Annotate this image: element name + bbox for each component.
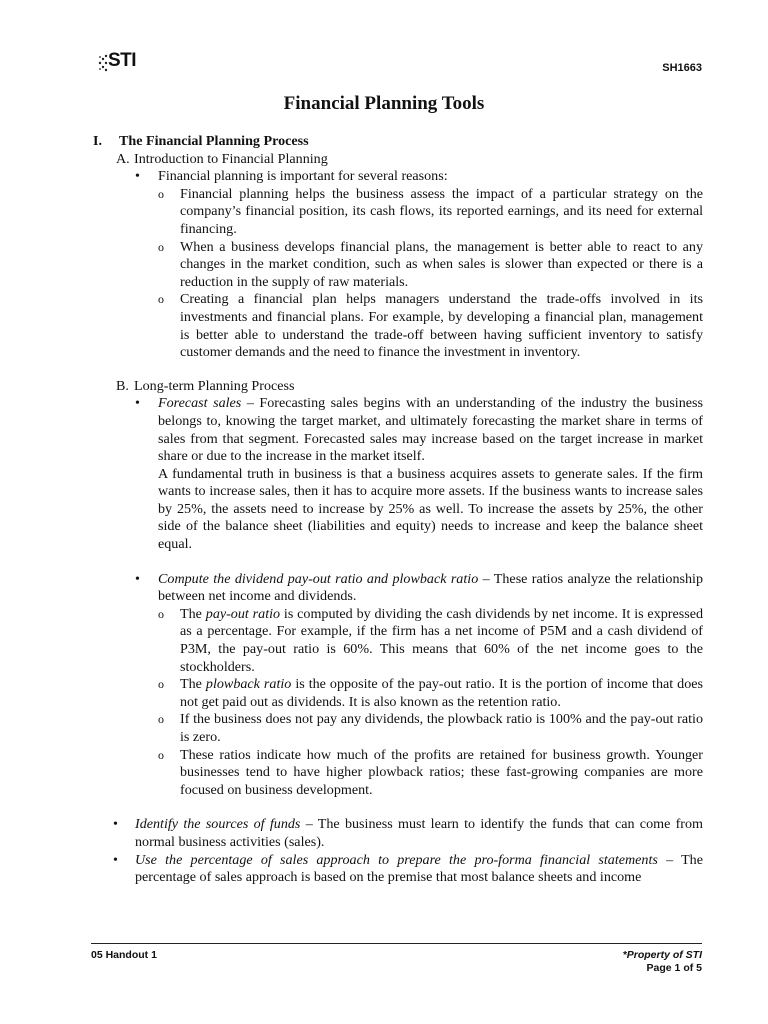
section-number: I. — [93, 133, 103, 149]
term: pay-out ratio — [205, 605, 281, 622]
logo-text: STI — [108, 50, 137, 71]
footer-divider — [91, 943, 702, 944]
bullet-marker: • — [113, 816, 118, 833]
term: Identify the sources of funds — [135, 816, 301, 833]
footer-right — [623, 949, 702, 975]
bullet-text: Financial planning is important for several reasons: — [158, 168, 448, 185]
circle-marker: o — [158, 186, 164, 201]
bullet-marker: • — [135, 395, 140, 412]
footer-property: *Property of STI — [622, 949, 702, 961]
bullet-marker: • — [113, 851, 118, 868]
subsection-mark: B. — [116, 377, 129, 394]
section-heading-text: The Financial Planning Process — [119, 133, 309, 149]
bullet-marker: • — [135, 168, 140, 185]
list-item — [93, 239, 703, 292]
term: Compute the dividend pay-out ratio and plowback ratio — [158, 570, 479, 587]
document-body — [93, 133, 703, 887]
list-item — [93, 711, 703, 746]
sub-item-text: The — [180, 605, 206, 622]
bullet-marker: • — [135, 570, 140, 587]
sub-item-text: If the business does not pay any dividends, the plowback ratio is 100% and the pay-out ratio is zero. — [180, 711, 703, 745]
subsection-a-title: Introduction to Financial Planning — [134, 150, 328, 167]
subsection-b — [93, 378, 703, 396]
circle-marker: o — [158, 747, 164, 762]
page-number: Page 1 of 5 — [646, 962, 702, 974]
subsection-mark: A. — [116, 150, 130, 167]
list-item — [93, 395, 703, 465]
circle-marker: o — [158, 677, 164, 692]
list-item — [93, 676, 703, 711]
circle-marker: o — [158, 712, 164, 727]
circle-marker: o — [158, 606, 164, 621]
list-item — [93, 606, 703, 676]
footer-handout: 05 Handout 1 — [91, 949, 157, 961]
sub-item-text: is the opposite of the pay-out ratio. It is the portion of income that does not get paid out as dividends. It is also known as the retention ratio. — [180, 676, 703, 710]
term: Use the percentage of sales approach to prepare the pro-forma financial statements — [135, 851, 658, 868]
sub-item-text: When a business develops financial plans, the management is better able to react to any changes in the market condition, such as when sales is slower than expected or there is a reduction in the supply of raw materials. — [180, 238, 703, 290]
sub-item-text: These ratios indicate how much of the profits are retained for business growth. Younger businesses tend to have higher plowback ratios; these fast-growing companies are more focused on business development. — [180, 746, 703, 798]
list-item — [93, 571, 703, 606]
bullet-text: – These ratios analyze the relationship between net income and dividends. — [158, 570, 703, 605]
list-item — [93, 852, 703, 887]
list-item — [93, 747, 703, 800]
document-code: SH1663 — [662, 62, 702, 74]
page-title: Financial Planning Tools — [283, 93, 485, 114]
subsection-a — [93, 151, 703, 169]
bullet-text: – The business must learn to identify the funds that can come from normal business activities (sales). — [135, 816, 704, 850]
term: Forecast sales — [158, 395, 242, 412]
section-heading — [93, 133, 703, 151]
circle-marker: o — [158, 292, 164, 307]
circle-marker: o — [158, 239, 164, 254]
list-item — [93, 816, 703, 851]
bullet-text: – The percentage of sales approach is based on the premise that most balance sheets and income — [135, 851, 703, 886]
sub-item-text: Creating a financial plan helps managers understand the trade-offs involved in its investments and financial plans. For example, by developing a financial plan, management is better able to understand the trade-off between having sufficient inventory to satisfy customer demands and the need to finance the investment in inventory. — [180, 291, 703, 361]
sub-item-text: The — [180, 676, 206, 693]
sub-item-text: Financial planning helps the business assess the impact of a particular strategy on the company’s financial position, its cash flows, its reported earnings, and its need for external financing. — [180, 185, 703, 237]
subsection-b-title: Long-term Planning Process — [134, 377, 295, 394]
list-item — [93, 186, 703, 239]
sub-item-text: is computed by dividing the cash dividends by net income. It is expressed as a percentage. For example, if the firm has a net income of P5M and a cash dividend of P3M, the pay-out ratio is 60%. This means that 60% of the net income goes to the stockholders. — [180, 605, 704, 675]
list-item — [93, 291, 703, 361]
paragraph: A fundamental truth in business is that a business acquires assets to generate sales. If the firm wants to increase sales, then it has to acquire more assets. If the business wants to increase sales by 25%, the assets need to increase by 25% as well. To increase the assets by 25%, the other side of the balance sheet (liabilities and equity) needs to increase and keep the balance sheet equal. — [158, 465, 703, 553]
list-item — [93, 168, 703, 186]
bullet-text: – Forecasting sales begins with an understanding of the industry the business belongs to, knowing the target market, and ultimately forecasting the market share in terms of sales from that segment. Forecasted sales may increase based on the target increase in market share or due to the increase in the market itself. — [158, 395, 703, 465]
term: plowback ratio — [205, 676, 292, 693]
